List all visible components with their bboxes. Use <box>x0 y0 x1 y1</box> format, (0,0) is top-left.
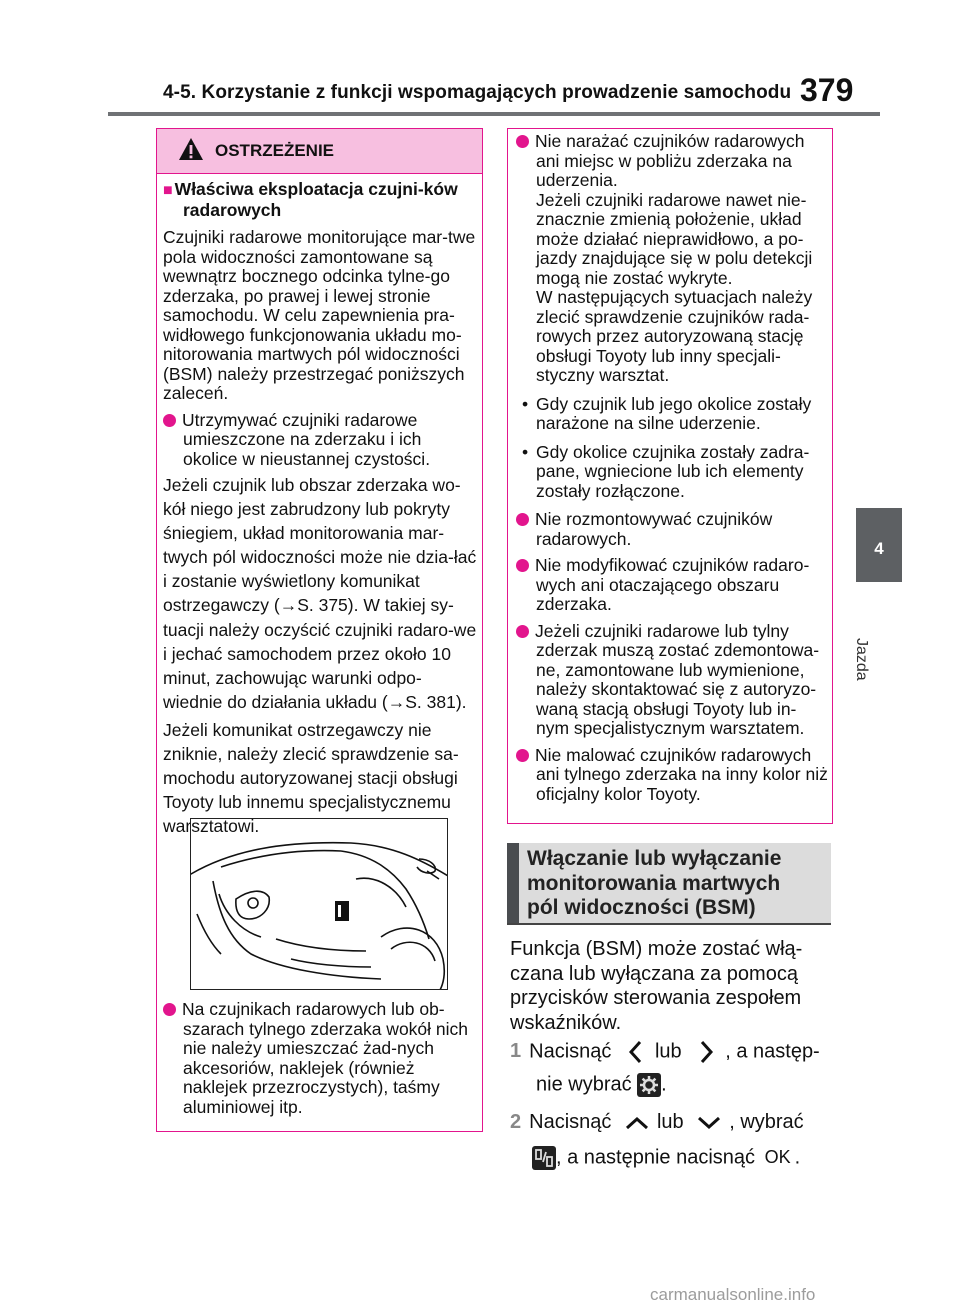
warning-dash-item: • Gdy okolice czujnika zostały zadra-pane, wgniecione lub ich elementy zostały rozłączone. <box>516 443 828 502</box>
warning-triangle-icon <box>178 137 204 161</box>
warning-right-content <box>516 132 828 804</box>
warning-bullet: Utrzymywać czujniki radarowe umieszczone na zderzaku i ich okolice w nieustannej czystości. <box>163 411 479 470</box>
warning-paragraph: Jeżeli komunikat ostrzegawczy nie zniknie, należy zlecić sprawdzenie sa-mochodu autoryzowanej stacji obsługi Toyoty lub innemu specjalistycznemu warsztatowi. <box>163 719 459 837</box>
bullet-dot-icon <box>516 559 529 572</box>
watermark: carmanualsonline.info <box>650 1285 816 1304</box>
chapter-tab <box>856 508 902 582</box>
step-1-cont: nie wybrać . <box>536 1073 667 1096</box>
square-bullet-icon: ■ <box>163 182 173 199</box>
warning-bullet: Nie malować czujników radarowych ani tylnego zderzaka na inny kolor niż oficjalny kolor Toyoty. <box>516 746 828 805</box>
step-1: 1 Nacisnąć lub , a następ- <box>510 1038 820 1066</box>
chapter-label-wrap <box>853 592 902 681</box>
section-heading-text: Włączanie lub wyłączanie monitorowania martwych pól widoczności (BSM) <box>527 847 782 919</box>
warning-note: W następujących sytuacjach należy zlecić sprawdzenie czujników rada-rowych przez autoryzowaną stację obsługi Toyoty lub inny specjali-styczny warsztat. <box>536 287 813 385</box>
warning-note: Jeżeli czujniki radarowe nawet nie-znacznie zmienią położenie, układ może działać nieprawidłowo, a po-jazdy znajdujące się w polu detekcji mogą nie zostać wykryte. <box>536 189 813 288</box>
chevron-down-icon <box>695 1112 723 1134</box>
step-number: 1 <box>510 1040 522 1063</box>
page-header-title: 4-5. Korzystanie z funkcji wspomagających prowadzenie samochodu <box>163 82 792 103</box>
section-intro: Funkcja (BSM) może zostać włą-czana lub wyłączana za pomocą przycisków sterowania zespołem wskaźników. <box>510 938 803 1034</box>
section-heading <box>507 843 831 925</box>
step-2: 2 Nacisnąć lub , wybrać <box>510 1111 804 1133</box>
warning-intro: Czujniki radarowe monitorujące mar-twe pola widoczności zamontowane są wewnątrz bocznego odcinka tylne-go zderzaka, po prawej i lewej stronie samochodu. W celu zapewnienia pra-widłowego funkcjonowania układu mo-nitorowania martwych pól widoczności (BSM) należy przestrzegać poniższych zaleceń. <box>163 227 476 403</box>
settings-gear-icon <box>637 1073 661 1097</box>
chevron-up-icon <box>623 1112 651 1134</box>
warning-bullet: Nie narażać czujników radarowych ani miejsc w pobliżu zderzaka na uderzenia. <box>516 132 828 191</box>
warning-section-title: ■ Właściwa eksploatacja czujni-ków radarowych <box>163 179 458 220</box>
warning-bullet: Nie rozmontowywać czujników radarowych. <box>516 510 828 549</box>
warning-dash-item: • Gdy czujnik lub jego okolice zostały narażone na silne uderzenie. <box>516 395 828 434</box>
bullet-dot-icon <box>516 749 529 762</box>
page-number: 379 <box>800 72 854 108</box>
warning-bullet: Nie modyfikować czujników radaro-wych ani otaczającego obszaru zderzaka. <box>516 556 828 615</box>
bsm-icon <box>532 1146 556 1170</box>
bullet-dot-icon <box>163 414 176 427</box>
chapter-label: Jazda <box>853 638 870 681</box>
header-rule <box>108 112 880 116</box>
warning-left-bottom <box>163 1000 479 1117</box>
section-heading-bar <box>507 843 519 923</box>
warning-bullet: Na czujnikach radarowych lub ob-szarach tylnego zderzaka wokół nich nie należy umieszczać żad-nych akcesoriów, naklejek (również naklejek przezroczystych), taśmy aluminiowej itp. <box>163 1000 479 1117</box>
warning-left-content <box>163 180 479 838</box>
chevron-right-icon <box>693 1038 719 1066</box>
step-number: 2 <box>510 1111 522 1133</box>
step-2-cont: , a następnie nacisnąć OK . <box>532 1146 800 1170</box>
bullet-dot-icon <box>163 1003 176 1016</box>
chapter-number: 4 <box>874 539 884 558</box>
rear-bumper-illustration <box>190 818 448 990</box>
ok-button-glyph: OK <box>764 1147 791 1168</box>
warning-paragraph: Jeżeli czujnik lub obszar zderzaka wo-kół niego jest zabrudzony lub pokryty śniegiem, układ monitorowania mar-twych pól widoczności może nie dzia-łać i zostanie wyświetlony komunikat ostrzegawczy (→S. 375). W takiej sy-tuacji należy oczyścić czujniki radaro-we i jechać samochodem przez około 10 minut, zachowując warunki odpo-wiednie do działania układu (→S. 381). <box>163 475 477 712</box>
warning-heading: OSTRZEŻENIE <box>215 141 335 160</box>
chevron-left-icon <box>623 1038 649 1066</box>
bullet-dot-icon <box>516 135 529 148</box>
bullet-dot-icon <box>516 513 529 526</box>
bullet-dot-icon <box>516 625 529 638</box>
warning-header <box>157 129 482 174</box>
warning-bullet: Jeżeli czujniki radarowe lub tylny zderzak muszą zostać zdemontowa-ne, zamontowane lub wymienione, należy skontaktować się z autoryzo-waną stacją obsługi Toyoty lub in-nym specjalistycznym warsztatem. <box>516 622 828 739</box>
